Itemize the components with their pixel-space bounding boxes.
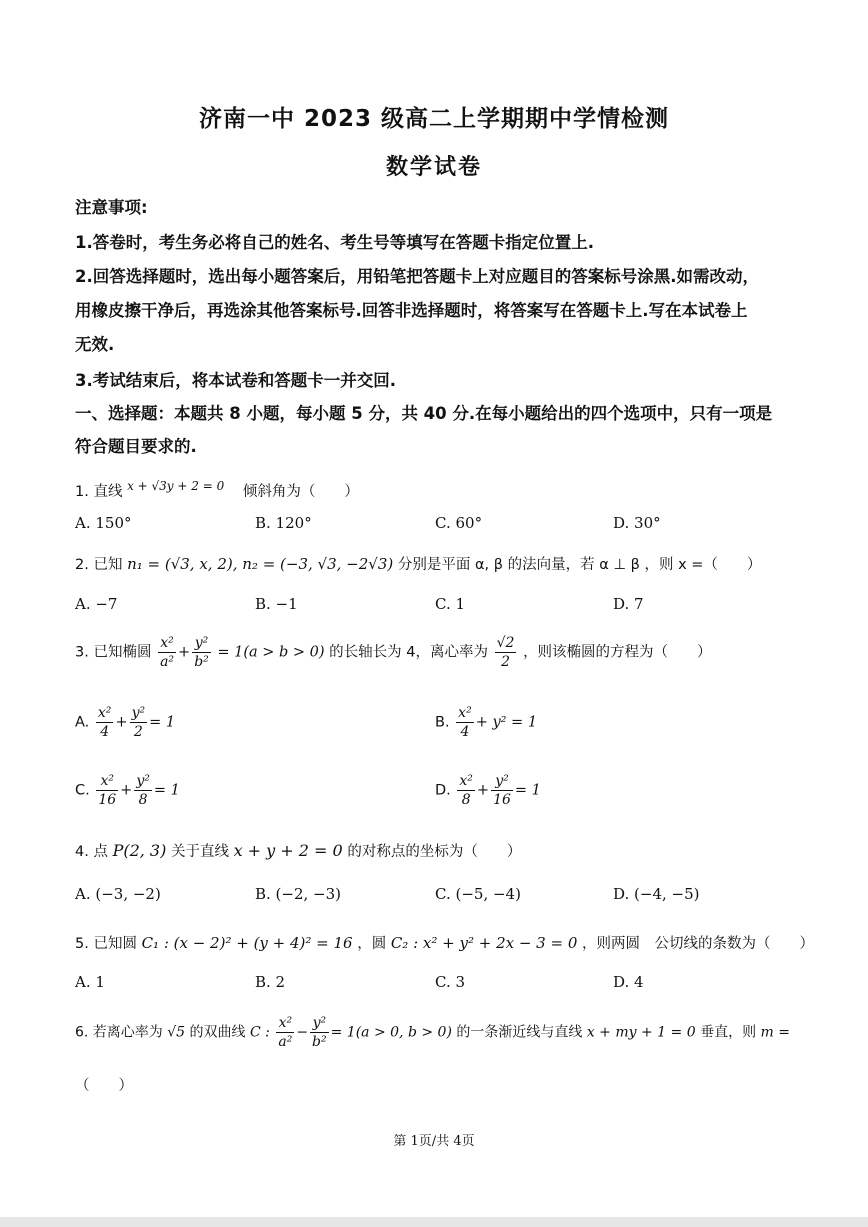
q1-prefix: 1. 直线: [75, 484, 123, 500]
q1-option-c: C. 60°: [435, 514, 483, 532]
q3-eccentricity: $\frac{√2}{2}$: [496, 635, 515, 670]
q6-eccentricity: √5: [167, 1024, 186, 1041]
q6-line: x + my + 1 = 0: [586, 1024, 696, 1041]
q6-curve-name: C :: [250, 1024, 270, 1041]
scan-bottom-edge: [0, 1217, 868, 1227]
q6-mid-1: 的双曲线: [189, 1024, 246, 1041]
q4-option-c: C. (−5, −4): [435, 885, 521, 903]
q4-prefix: 4. 点: [75, 844, 108, 860]
q2-option-d: D. 7: [613, 595, 644, 613]
q1-option-a: A. 150°: [75, 514, 132, 532]
question-6: 6. 若离心率为 √5 的双曲线 C : $\frac{\text{x²}}{\text{a²}}$ − $\frac{\text{y²}}{\text{b²}}$ = 1(a > 0, b > 0) 的一条渐近线与直线 x + my + 1 = 0 垂直，则 m =: [75, 1015, 790, 1050]
question-4: [75, 840, 795, 861]
q5-suffix: ，则两圆 公切线的条数为（ ）: [582, 936, 814, 952]
question-1: [75, 480, 795, 501]
section-heading-line-1: 一、选择题：本题共 8 小题，每小题 5 分，共 40 分.在每小题给出的四个选项中，只有一项是: [75, 404, 773, 423]
notice-item-2-line-3: 无效.: [75, 335, 115, 354]
notice-item-1: 1.答卷时，考生务必将自己的姓名、考生号等填写在答题卡指定位置上.: [75, 233, 595, 252]
q4-option-b: B. (−2, −3): [255, 885, 342, 903]
q2-option-a: A. −7: [75, 595, 118, 613]
q3-option-d: D. $\frac{\text{x²}}{8}$ + $\frac{\text{y²}}{16}$ = 1: [435, 773, 541, 808]
q5-option-d: D. 4: [613, 973, 644, 991]
q3-suffix: ，则该椭圆的方程为（ ）: [523, 644, 712, 661]
question-5: [75, 932, 814, 953]
section-heading-line-2: 符合题目要求的.: [75, 437, 197, 456]
q1-option-d: D. 30°: [613, 514, 661, 532]
q3-expression-tail: = 1(a > b > 0): [217, 644, 325, 661]
q4-suffix: 的对称点的坐标为（ ）: [347, 844, 522, 860]
q2-prefix: 2. 已知: [75, 557, 123, 573]
notice-item-2-line-1: 2.回答选择题时，选出每小题答案后，用铅笔把答题卡上对应题目的答案标号涂黑.如需改动，: [75, 267, 760, 286]
q6-suffix: 垂直，则: [700, 1024, 757, 1041]
q1-option-b: B. 120°: [255, 514, 312, 532]
q2-suffix: 分别是平面 α, β 的法向量，若 α ⊥ β ，则 x =（ ）: [397, 557, 762, 573]
q4-line: x + y + 2 = 0: [233, 841, 343, 860]
q4-option-d: D. (−4, −5): [613, 885, 700, 903]
q3-option-b: B. $\frac{\text{x²}}{4}$ + y² = 1: [435, 705, 538, 740]
notice-heading: 注意事项:: [75, 198, 148, 217]
q3-option-a: A. $\frac{\text{x²}}{4}$ + $\frac{\text{y²}}{2}$ = 1: [75, 705, 176, 740]
notice-item-3: 3.考试结束后，将本试卷和答题卡一并交回.: [75, 371, 397, 390]
q4-mid: 关于直线: [170, 844, 229, 860]
q3-option-c: C. $\frac{\text{x²}}{16}$ + $\frac{\text{y²}}{8}$ = 1: [75, 773, 180, 808]
q5-option-a: A. 1: [75, 973, 105, 991]
q6-ask: m =: [760, 1024, 790, 1041]
q5-option-c: C. 3: [435, 973, 466, 991]
question-3: 3. 已知椭圆 $\frac{\text{x²}}{\text{a²}}$ + $\frac{\text{y²}}{\text{b²}}$ = 1(a > b > 0) 的长轴长为 4，离心率为 $\frac{√2}{2}$ ，则该椭圆的方程为（ ）: [75, 635, 712, 670]
q5-option-b: B. 2: [255, 973, 286, 991]
q2-expression: n₁ = (√3, x, 2), n₂ = (−3, √3, −2√3): [127, 555, 394, 573]
question-2: [75, 553, 795, 574]
q3-frac-y: $\frac{\text{y²}}{\text{b²}}$: [194, 635, 209, 670]
q6-prefix: 6. 若离心率为: [75, 1024, 163, 1041]
q6-mid-2: 的一条渐近线与直线: [456, 1024, 583, 1041]
q5-circle-2: C₂ : x² + y² + 2x − 3 = 0: [390, 934, 578, 952]
q3-prefix: 3. 已知椭圆: [75, 644, 152, 661]
q1-expression: x + √3y + 2 = 0: [127, 479, 225, 493]
q5-mid: ，圆: [357, 936, 387, 952]
q3-frac-x: $\frac{\text{x²}}{\text{a²}}$: [160, 635, 175, 670]
q1-suffix: 倾斜角为（ ）: [242, 484, 359, 500]
q5-prefix: 5. 已知圆: [75, 936, 137, 952]
q2-option-c: C. 1: [435, 595, 466, 613]
q4-option-a: A. (−3, −2): [75, 885, 161, 903]
exam-subtitle: 数学试卷: [385, 155, 482, 180]
q6-curve-tail: = 1(a > 0, b > 0): [330, 1024, 452, 1041]
q6-answer-blank: （ ）: [75, 1078, 133, 1094]
q2-option-b: B. −1: [255, 595, 298, 613]
exam-title: 济南一中 2023 级高二上学期期中学情检测: [198, 106, 670, 132]
notice-item-2-line-2: 用橡皮擦干净后，再选涂其他答案标号.回答非选择题时，将答案写在答题卡上.写在本试卷上: [75, 301, 748, 320]
q5-circle-1: C₁ : (x − 2)² + (y + 4)² = 16: [141, 934, 353, 952]
q3-mid: 的长轴长为 4，离心率为: [329, 644, 489, 661]
q4-point: P(2, 3): [112, 841, 167, 860]
page-number: 第 1页/共 4页: [393, 1134, 475, 1149]
